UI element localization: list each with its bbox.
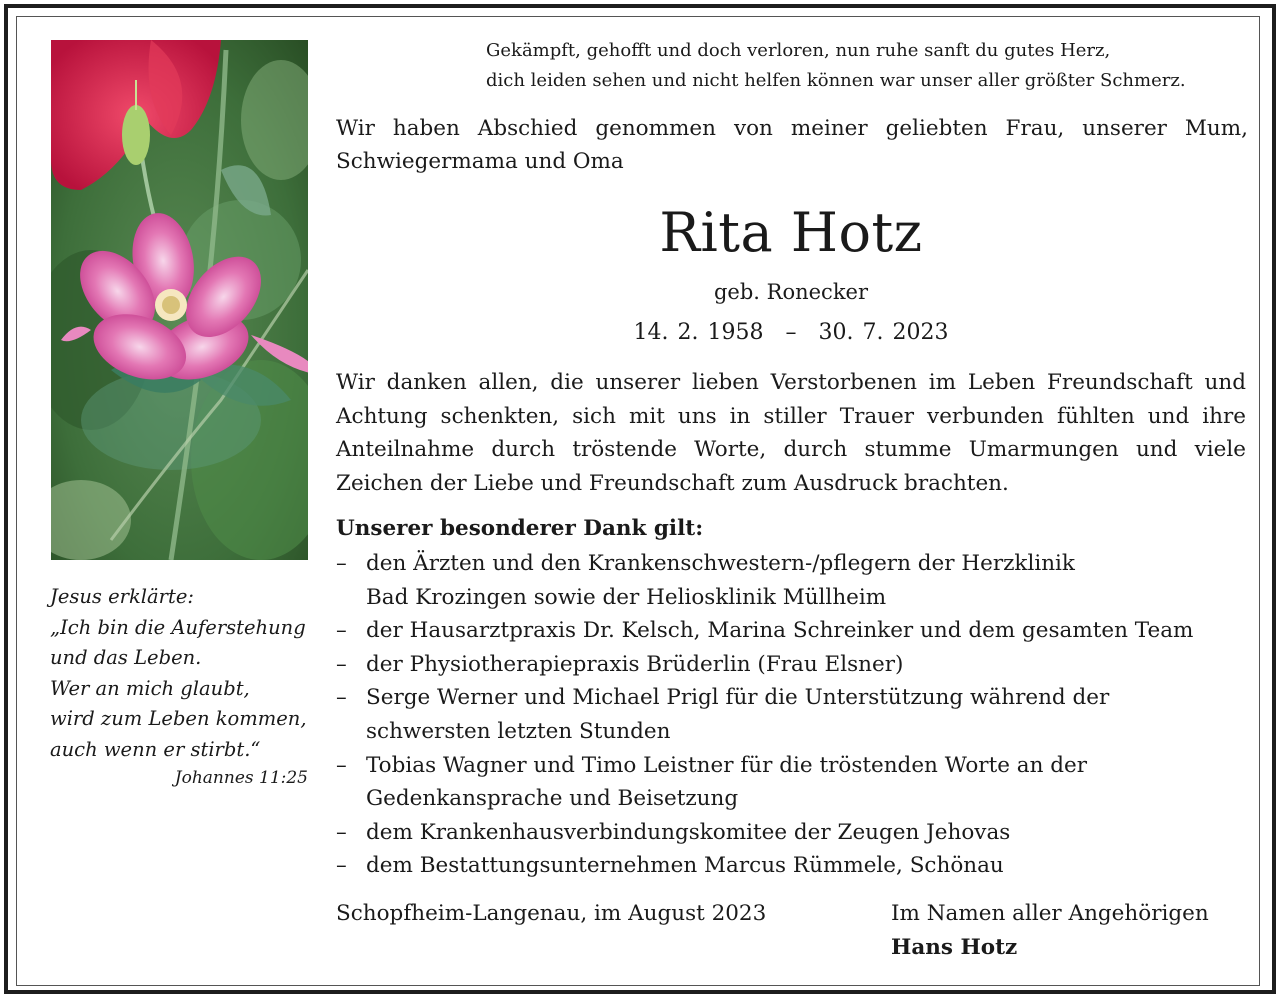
special-thanks-title: Unserer besonderer Dank gilt: [336,516,704,541]
list-item [336,614,1256,648]
dash-bullet: – [336,853,347,879]
list-item [336,816,1256,850]
verse-reference: Johannes 11:25 [174,768,308,788]
signer-name: Hans Hotz [891,934,1018,960]
list-item-line: der Hausarztpraxis Dr. Kelsch, Marina Schreinker und dem gesamten Team [366,618,1194,644]
life-dates [336,314,1246,352]
birth-date: 14. 2. 1958 [633,320,764,345]
columbine-flower-image [51,40,308,560]
birth-name: geb. Ronecker [713,280,869,304]
list-item-line: Bad Krozingen sowie der Heliosklinik Müllheim [366,584,887,610]
list-item-line: Tobias Wagner und Timo Leistner für die tröstenden Worte an der [366,752,1088,778]
special-thanks-list [336,547,1256,883]
dash-bullet: – [336,551,347,576]
dash-bullet: – [336,752,347,778]
list-item-line: schwersten letzten Stunden [366,718,671,744]
date-separator: – [785,320,797,345]
list-item-line: Serge Werner und Michael Prigl für die Unterstützung während der [366,685,1110,711]
list-item-line: dem Bestattungsunternehmen Marcus Rümmele, Schönau [366,853,1004,879]
motto-line-2: dich leiden sehen und nicht helfen können war unser aller größter Schmerz. [486,70,1186,91]
death-date: 30. 7. 2023 [818,320,949,345]
motto [486,36,1256,96]
list-item [336,648,1256,682]
dash-bullet: – [336,618,347,644]
list-item-line: den Ärzten und den Krankenschwestern-/pflegern der Herzklinik [366,551,1075,576]
deceased-name: Rita Hotz [659,201,923,264]
dash-bullet: – [336,819,347,845]
verse-line: wird zum Leben kommen, [50,707,307,730]
list-item [336,547,1256,614]
verse-line: „Ich bin die Auferstehung [50,615,306,639]
intro-text: Wir haben Abschied genommen von meiner geliebten Frau, unserer Mum, Schwiegermama und Oma [336,116,1248,174]
verse-line: auch wenn er stirbt.“ [50,737,261,761]
verse-line: Wer an mich glaubt, [50,676,250,700]
dash-bullet: – [336,651,347,677]
verse-line: Jesus erklärte: [50,585,194,608]
verse-line: und das Leben. [50,646,202,669]
bible-verse [50,582,312,791]
list-item [336,681,1256,748]
list-item [336,849,1256,883]
list-item [336,749,1256,816]
motto-line-1: Gekämpft, gehofft und doch verloren, nun ruhe sanft du gutes Herz, [486,40,1111,61]
signature-line: Im Namen aller Angehörigen [891,901,1209,926]
list-item-line: der Physiotherapiepraxis Brüderlin (Frau Elsner) [366,651,904,677]
flower-photo [51,40,308,560]
list-item-line: dem Krankenhausverbindungskomitee der Zeugen Jehovas [366,819,1011,845]
signature-block [891,897,1251,964]
thanks-text: Wir danken allen, die unserer lieben Verstorbenen im Leben Freundschaft und Achtung schenkten, sich mit uns in stiller Trauer verbunden fühlten und ihre Anteilnahme durch tröstende Worte, durch stumme Umarmungen und viele Zeichen der Liebe und Freundschaft zum Ausdruck brachten. [336,370,1246,496]
place-date: Schopfheim-Langenau, im August 2023 [336,901,767,926]
dash-bullet: – [336,685,347,711]
list-item-line: Gedenkansprache und Beisetzung [366,786,739,812]
